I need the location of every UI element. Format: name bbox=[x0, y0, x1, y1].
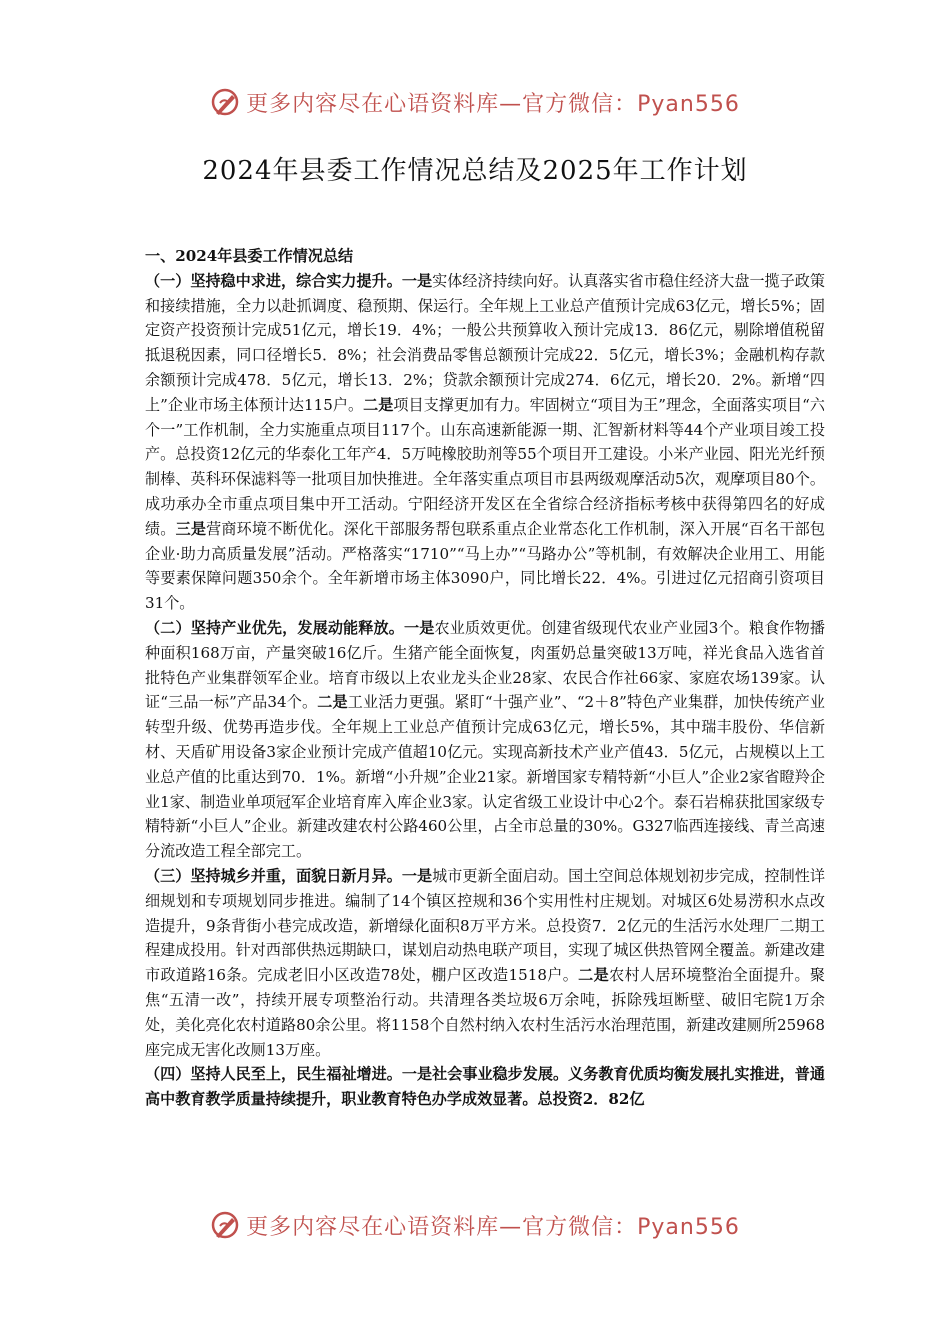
banner-text: 更多内容尽在心语资料库—官方微信：Pyan556 bbox=[246, 91, 740, 117]
keyword: 二是 bbox=[363, 395, 394, 414]
bottom-watermark-banner bbox=[0, 1205, 950, 1245]
paragraph-4 bbox=[145, 1062, 825, 1112]
document-body bbox=[145, 244, 825, 1112]
paragraph-text: 工业活力更强。紧盯“十强产业”、“2＋8”特色产业集群，加快传统产业转型升级、优势再造步伐。全年规上工业总产值预计完成63亿元，增长5%，其中瑞丰股份、华信新材、天盾矿用设备3家企业预计完成产值超10亿元。实现高新技术产业产值43．5亿元，占规模以上工业总产值的比重达到70．1%。新增“小升规”企业21家。新增国家专精特新“小巨人”企业2家省瞪羚企业1家、制造业单项冠军企业培育库入库企业3家。认定省级工业设计中心2个。泰石岩棉获批国家级专精特新“小巨人”企业。新建改建农村公路460公里，占全市总量的30%。G327临西连接线、青兰高速分流改造工程全部完工。 bbox=[145, 693, 825, 861]
paragraph-1 bbox=[145, 269, 825, 616]
pen-logo-icon bbox=[210, 87, 240, 117]
paragraph-text: 实体经济持续向好。认真落实省市稳住经济大盘一揽子政策和接续措施，全力以赴抓调度、稳预期、保运行。全年规上工业总产值预计完成63亿元，增长5%；固定资产投资预计完成51亿元，增长19．4%；一般公共预算收入预计完成13．86亿元，剔除增值税留抵退税因素，同口径增长5．8%；社会消费品零售总额预计完成22．5亿元，增长3%；金融机构存款余额预计完成478．5亿元，增长13．2%；贷款余额预计完成274．6亿元，增长20．2%。新增“四上”企业市场主体预计达115户。 bbox=[145, 271, 825, 414]
paragraph-text: 城市更新全面启动。国土空间总体规划初步完成，控制性详细规划和专项规划同步推进。编制了14个镇区控规和36个实用性村庄规划。对城区6处易涝积水点改造提升，9条背街小巷完成改造，新增绿化面积8万平方米。总投资7．2亿元的生活污水处理厂二期工程建成投用。针对西部供热远期缺口，谋划启动热电联产项目，实现了城区供热管网全覆盖。新建改建市政道路16条。完成老旧小区改造78处，棚户区改造1518户。 bbox=[145, 866, 825, 985]
keyword: 一是 bbox=[401, 271, 433, 290]
document-title: 2024年县委工作情况总结及2025年工作计划 bbox=[202, 156, 748, 186]
top-watermark-banner bbox=[0, 82, 950, 122]
paragraph-2-heading: （二）坚持产业优先，发展动能释放。 bbox=[145, 618, 405, 637]
paragraph-text: 农业质效更优。创建省级现代农业产业园3个。粮食作物播种面积168万亩，产量突破16亿斤。生猪产能全面恢复，肉蛋奶总量突破13万吨，祥光食品入选省首批特色产业集群领军企业。培育市级以上农业龙头企业28家、农民合作社66家、家庭农场139家。认证“三品一标”产品34个。 bbox=[145, 618, 825, 712]
keyword: 二是 bbox=[578, 966, 610, 985]
paragraph-4-heading: （四）坚持人民至上，民生福祉增进。 bbox=[145, 1065, 402, 1084]
section-heading: 一、2024年县委工作情况总结 bbox=[145, 247, 354, 265]
keyword: 一是 bbox=[401, 866, 433, 885]
keyword: 三是 bbox=[175, 519, 207, 538]
paragraph-3 bbox=[145, 864, 825, 1062]
paragraph-2 bbox=[145, 616, 825, 864]
paragraph-text: 农村人居环境整治全面提升。聚焦“五清一改”，持续开展专项整治行动。共清理各类垃圾6万余吨，拆除残垣断壁、破旧宅院1万余处，美化亮化农村道路80余公里。将1158个自然村纳入农村生活污水治理范围，新建改建厕所25968座完成无害化改厕13万座。 bbox=[145, 966, 825, 1059]
keyword: 一是 bbox=[404, 618, 435, 637]
paragraph-3-heading: （三）坚持城乡并重，面貌日新月异。 bbox=[145, 866, 402, 885]
paragraph-text: 一是社会事业稳步发展。义务教育优质均衡发展扎实推进，普通高中教育教学质量持续提升，职业教育特色办学成效显著。总投资2．82亿 bbox=[145, 1065, 825, 1109]
keyword: 二是 bbox=[317, 693, 348, 712]
pen-logo-icon bbox=[210, 1210, 240, 1240]
banner-text: 更多内容尽在心语资料库—官方微信：Pyan556 bbox=[246, 1214, 740, 1240]
paragraph-1-heading: （一）坚持稳中求进，综合实力提升。 bbox=[145, 271, 402, 290]
paragraph-text: 项目支撑更加有力。牢固树立“项目为王”理念，全面落实项目“六个一”工作机制，全力实施重点项目117个。山东高速新能源一期、汇智新材料等44个产业项目竣工投产。总投资12亿元的华泰化工年产4．5万吨橡胶助剂等55个项目开工建设。小米产业园、阳光光纤预制棒、英科环保滤料等一批项目加快推进。全年落实重点项目市县两级观摩活动5次，观摩项目80个。成功承办全市重点项目集中开工活动。宁阳经济开发区在全省综合经济指标考核中获得第四名的好成绩。 bbox=[145, 395, 826, 538]
paragraph-text: 营商环境不断优化。深化干部服务帮包联系重点企业常态化工作机制，深入开展“百名干部包企业·助力高质量发展”活动。严格落实“1710”“马上办”“马路办公”等机制，有效解决企业用工、用能等要素保障问题350余个。全年新增市场主体3090户，同比增长22．4%。引进过亿元招商引资项目31个。 bbox=[145, 519, 825, 613]
